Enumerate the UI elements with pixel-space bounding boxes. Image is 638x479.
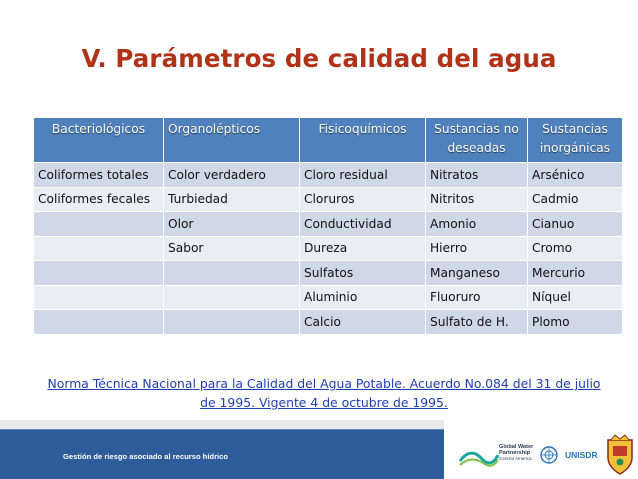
table-cell: Cadmio (528, 187, 623, 212)
table-cell (34, 261, 164, 286)
table-cell: Nitratos (426, 163, 528, 188)
table-cell (164, 261, 300, 286)
table-cell: Arsénico (528, 163, 623, 188)
header-fisicoquimicos: Fisicoquímicos (300, 118, 426, 163)
table-cell: Color verdadero (164, 163, 300, 188)
partner-logos (455, 432, 638, 479)
table-cell (34, 212, 164, 237)
table-cell: Níquel (528, 285, 623, 310)
gwp-name: Global Water Partnership (499, 444, 534, 456)
footer-divider (0, 420, 638, 429)
norma-reference-link[interactable]: Norma Técnica Nacional para la Calidad del Agua Potable. Acuerdo No.084 del 31 de julio de 1995. Vigente 4 de octubre de 1995. (47, 376, 601, 410)
table-cell: Olor (164, 212, 300, 237)
table-row (34, 285, 623, 310)
table-row (34, 261, 623, 286)
table-cell: Conductividad (300, 212, 426, 237)
table-cell: Manganeso (426, 261, 528, 286)
footer-bar (0, 429, 444, 479)
table-cell: Sulfatos (300, 261, 426, 286)
table-cell: Plomo (528, 310, 623, 335)
table-cell: Nitritos (426, 187, 528, 212)
table-cell: Coliformes totales (34, 163, 164, 188)
table-cell (164, 310, 300, 335)
header-organolepticos: Organolépticos (164, 118, 300, 163)
table-cell: Cloro residual (300, 163, 426, 188)
header-sustancias-no-deseadas: Sustancias no deseadas (426, 118, 528, 163)
table-cell: Cianuo (528, 212, 623, 237)
footer-text: Gestión de riesgo asociado al recurso hídrico (63, 452, 229, 461)
table-cell (34, 310, 164, 335)
table-row (34, 236, 623, 261)
table-cell: Sulfato de H. (426, 310, 528, 335)
table-row (34, 212, 623, 237)
table-cell: Dureza (300, 236, 426, 261)
table-cell: Mercurio (528, 261, 623, 286)
table-cell: Coliformes fecales (34, 187, 164, 212)
table-cell: Fluoruro (426, 285, 528, 310)
gwp-region: Central America (499, 456, 532, 461)
municipal-crest-icon (605, 434, 635, 476)
table-cell (34, 285, 164, 310)
table-header-row (34, 118, 623, 163)
slide-title: V. Parámetros de calidad del agua (81, 44, 557, 73)
table-cell: Sabor (164, 236, 300, 261)
table-cell (164, 285, 300, 310)
table-cell: Hierro (426, 236, 528, 261)
unisdr-logo: UNISDR (565, 450, 598, 460)
header-bacteriologicos: Bacteriológicos (34, 118, 164, 163)
table-cell: Amonio (426, 212, 528, 237)
table-cell: Cromo (528, 236, 623, 261)
table-cell: Cloruros (300, 187, 426, 212)
table-row (34, 187, 623, 212)
parameters-table (33, 117, 623, 335)
table-cell (34, 236, 164, 261)
table-cell: Calcio (300, 310, 426, 335)
table-row (34, 310, 623, 335)
gwp-logo-icon (459, 443, 499, 469)
table-cell: Aluminio (300, 285, 426, 310)
header-sustancias-inorganicas: Sustancias inorgánicas (528, 118, 623, 163)
un-emblem-icon (539, 445, 559, 465)
table-cell: Turbiedad (164, 187, 300, 212)
table-row (34, 163, 623, 188)
